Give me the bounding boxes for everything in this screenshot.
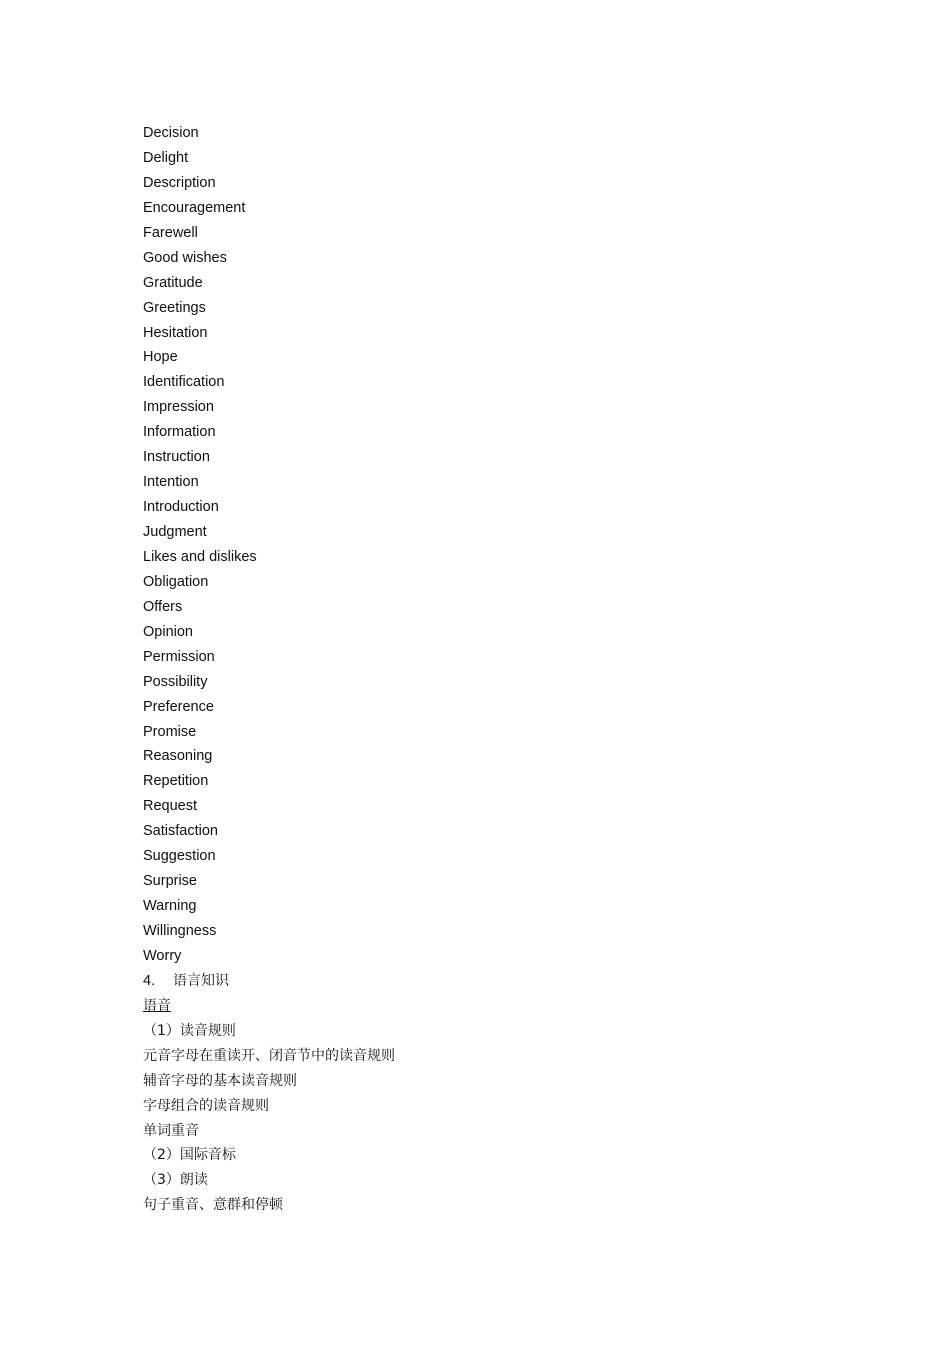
list-item: Warning xyxy=(143,898,197,915)
list-item: Description xyxy=(143,174,216,191)
list-item: Intention xyxy=(143,474,199,491)
list-item: Instruction xyxy=(143,449,210,466)
list-item: Promise xyxy=(143,723,197,740)
section-number: 4. xyxy=(143,972,156,989)
list-item: Impression xyxy=(143,399,214,416)
list-item: Judgment xyxy=(143,524,207,540)
list-item: Preference xyxy=(143,698,214,715)
list-item: Reasoning xyxy=(143,748,213,765)
list-item: Request xyxy=(143,798,198,815)
list-item: Likes and dislikes xyxy=(143,548,257,565)
list-item: Identification xyxy=(143,374,225,391)
section-item: 辅音字母的基本读音规则 xyxy=(143,1072,297,1089)
list-item: Hope xyxy=(143,349,178,366)
list-item: Surprise xyxy=(143,873,197,890)
list-item: Decision xyxy=(143,125,199,141)
list-item: Introduction xyxy=(143,499,219,516)
list-item: Willingness xyxy=(143,923,217,939)
list-item: Gratitude xyxy=(143,274,203,291)
document-page xyxy=(143,121,843,1218)
list-item: Possibility xyxy=(143,673,208,690)
list-item: Hesitation xyxy=(143,324,208,341)
section-item: 元音字母在重读开、闭音节中的读音规则 xyxy=(143,1047,395,1064)
list-item: Good wishes xyxy=(143,249,227,266)
list-item: Offers xyxy=(143,598,183,615)
section-items xyxy=(143,1019,843,1219)
section-item: 字母组合的读音规则 xyxy=(143,1097,269,1114)
list-item: Greetings xyxy=(143,299,206,316)
list-item: Encouragement xyxy=(143,199,246,216)
list-item: Repetition xyxy=(143,773,209,790)
section-item: 句子重音、意群和停顿 xyxy=(143,1197,283,1214)
list-item: Opinion xyxy=(143,623,193,640)
section-title: 语言知识 xyxy=(173,972,229,989)
list-item: Permission xyxy=(143,648,215,665)
list-item: Suggestion xyxy=(143,848,216,865)
section-subtitle xyxy=(143,994,843,1019)
functions-list xyxy=(143,121,843,969)
list-item: Worry xyxy=(143,947,182,964)
list-item: Obligation xyxy=(143,573,209,590)
list-item: Satisfaction xyxy=(143,823,218,840)
section-item: （2）国际音标 xyxy=(143,1147,236,1164)
section-item: 单词重音 xyxy=(143,1122,199,1139)
list-item: Information xyxy=(143,424,216,441)
section-heading xyxy=(143,969,843,994)
section-item: （3）朗读 xyxy=(143,1172,208,1189)
list-item: Farewell xyxy=(143,224,198,241)
list-item: Delight xyxy=(143,149,189,166)
subtitle-text: 语音 xyxy=(143,997,171,1014)
section-item: （1）读音规则 xyxy=(143,1022,236,1039)
